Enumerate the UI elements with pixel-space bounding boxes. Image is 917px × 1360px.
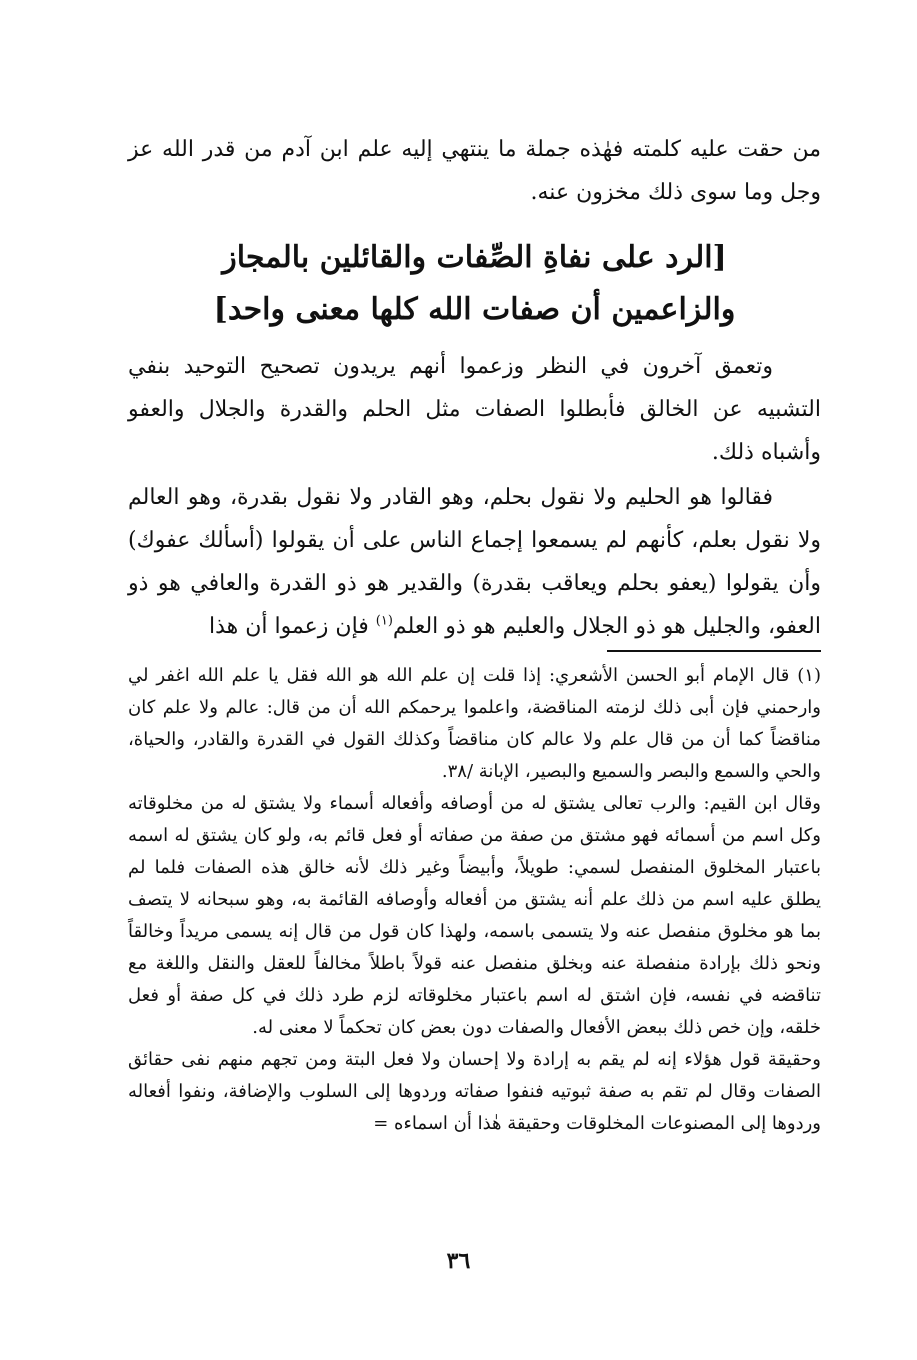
footnote-1-ibn-alqayyim: وقال ابن القيم: والرب تعالى يشتق له من أوصافه وأفعاله أسماء ولا يشتق له من مخلوقاته وكل اسم من أسمائه فهو مشتق من صفة من صفاته أو فعل قائم به، ولو كان يشتق له اسمه باعتبار المخلوق المنفصل لسمي: طويلاً، وأبيضاً وغير ذلك لأنه خالق هذه الصفات فلما لم يطلق عليه اسم من ذلك علم أنه يشتق من أفعاله وأوصافه القائمة به، وهو سبحانه لا يتصف بما هو مخلوق منفصل عنه ولا يتسمى باسمه، ولهذا كان قول من قال إنه يسمى مريداً وخالقاً ونحو ذلك بإرادة منفصلة عنه وبخلق منفصل عنه قولاً باطلاً مخالفاً للعقل والنقل واللغة مع تناقضه في نفسه، فإن اشتق له اسم باعتبار مخلوقاته لزم طرد ذلك في كل صفة أو فعل خلقه، وإن خص ذلك ببعض الأفعال والصفات دون بعض كان تحكماً لا معنى له. — [128, 793, 821, 1038]
heading-line-2: والزاعمين أن صفات الله كلها معنى واحد] — [213, 292, 736, 327]
footnotes — [128, 660, 821, 1140]
footnote-separator — [607, 650, 821, 652]
heading-line-1: [الرد على نفاةِ الصِّفات والقائلين بالمجاز — [222, 240, 727, 275]
page-number: ٣٦ — [446, 1248, 471, 1274]
section-heading — [128, 232, 821, 336]
main-text — [128, 345, 821, 648]
paragraph-tashbih: وتعمق آخرون في النظر وزعموا أنهم يريدون تصحيح التوحيد بنفي التشبيه عن الخالق فأبطلوا الصفات مثل الحلم والقدرة والجلال والعفو وأشباه ذلك. — [128, 354, 821, 465]
footnote-1-ashari: (١) قال الإمام أبو الحسن الأشعري: إذا قلت إن علم الله هو الله فقل يا علم الله اغفر لي وارحمني فإن أبى ذلك لزمته المناقضة، واعلموا يرحمكم الله أن من قال: عالم ولا علم كان مناقضاً كما أن من قال علم ولا عالم كان مناقضاً وكذلك القول في القدرة والقادر، والحياة، والحي والسمع والبصر والسميع والبصير، الإبانة /٣٨. — [128, 665, 821, 782]
footnote-marker: (١) — [375, 613, 393, 629]
paragraph-attributes — [128, 476, 821, 648]
paragraph-attributes-tail: فإن زعموا أن هذا — [208, 614, 376, 639]
footnote-1-continuation: وحقيقة قول هؤلاء إنه لم يقم به إرادة ولا إحسان ولا فعل البتة ومن تجهم منهم نفى حقائق الصفات وقال لم تقم به صفة ثبوتيه فنفوا صفاته وردوها إلى السلوب والإضافة، ونفوا أفعاله وردوها إلى المصنوعات المخلوقات وحقيقة هٰذا أن اسماءه = — [128, 1049, 821, 1134]
paragraph-continuation: من حقت عليه كلمته فهٰذه جملة ما ينتهي إليه علم ابن آدم من قدر الله عز وجل وما سوى ذلك مخزون عنه. — [128, 137, 821, 205]
opening-paragraph — [128, 128, 821, 214]
paragraph-attributes-text: فقالوا هو الحليم ولا نقول بحلم، وهو القادر ولا نقول بقدرة، وهو العالم ولا نقول بعلم، كأنهم لم يسمعوا إجماع الناس على أن يقولوا (أسألك عفوك) وأن يقولوا (يعفو بحلم ويعاقب بقدرة) والقدير هو ذو القدرة والعافي هو ذو العفو، والجليل هو ذو الجلال والعليم هو ذو العلم — [128, 485, 821, 639]
